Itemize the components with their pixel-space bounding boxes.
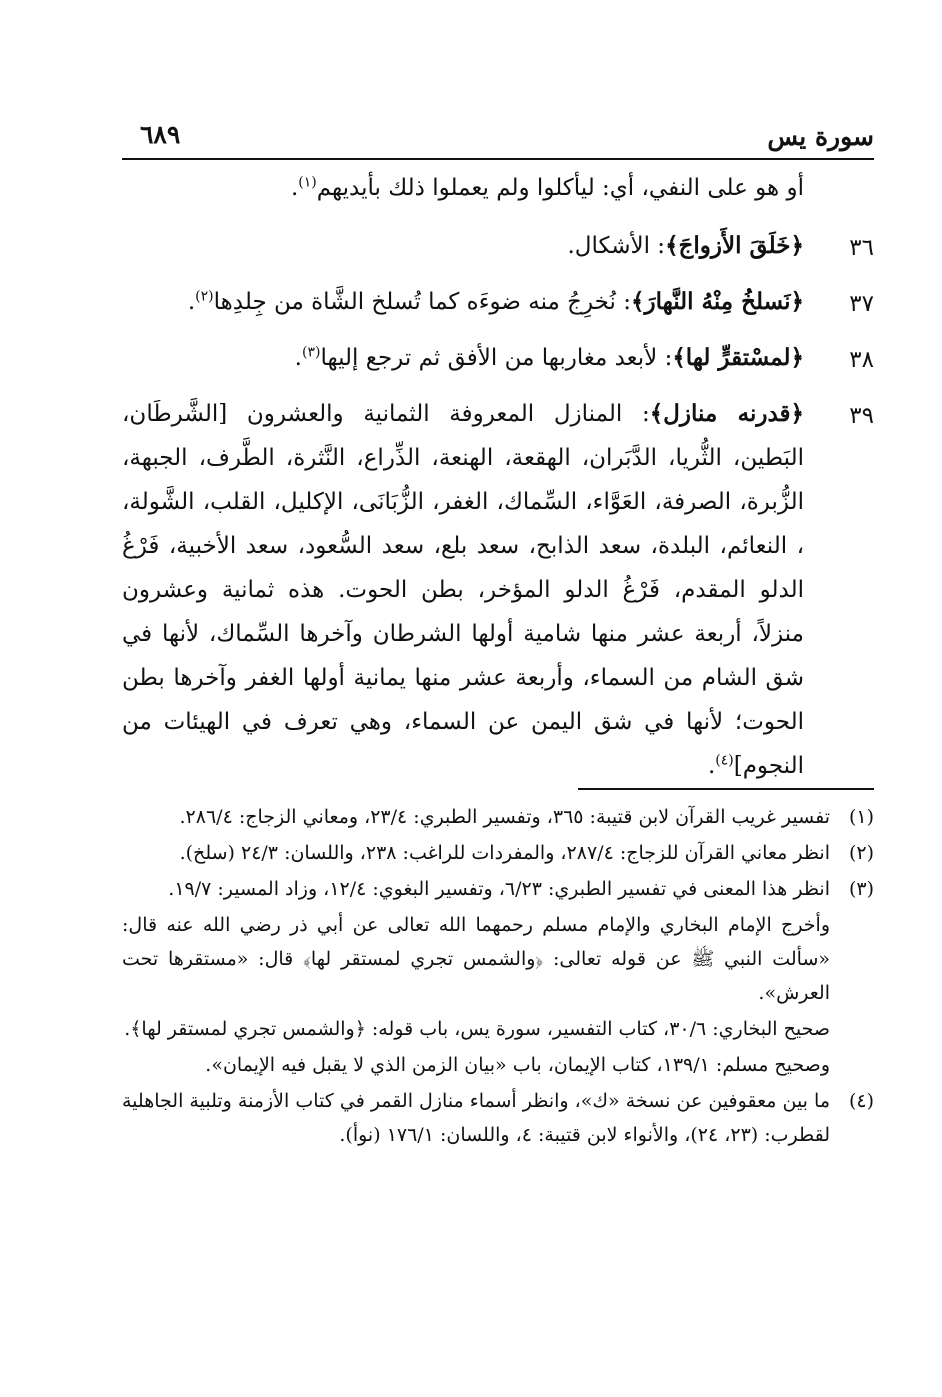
verse-number: ٣٧ [849,291,874,317]
surah-title: سورة يس [767,122,874,151]
header-divider [122,158,874,160]
footnote-divider [578,788,874,790]
footnote-ref: (١) [298,174,317,191]
intro-text: أو هو على النفي، أي: ليأكلوا ولم يعملوا ذلك بأيديهم [316,175,804,201]
main-text [122,166,874,798]
footnote [122,836,874,870]
footnote-continuation: صحيح البخاري: ٣٠/٦، كتاب التفسير، سورة يس، باب قوله: ﴿والشمس تجري لمستقر لها﴾. [124,1018,830,1040]
footnote-number: (٤) [848,1090,874,1112]
verse-gloss: ﴿نَسلخُ مِنْهُ النَّهارَ﴾: نُخرِجُ منه ضوءَه كما تُسلخ الشَّاة من جِلدِها$^{(٢)}$. [187,288,804,315]
footnote-text: ما بين معقوفين عن نسخة «ك»، وانظر أسماء منازل القمر في كتاب الأزمنة وتلبية الجاهلية لقطرب: (٢٣، ٢٤)، والأنواء لابن قتيبة: ٤، واللسان: ١٧٦/١ (نوأ). [122,1090,830,1146]
footnote-number: (٢) [848,842,874,864]
verse-gloss: ﴿قدرنه منازل﴾: المنازل المعروفة الثمانية والعشرون [الشَّرطَان، البَطين، الثُّريا، الدَّبَران، الهقعة، الهنعة، الذِّراع، النَّثرة، الطَّرف، الجبهة، الزُّبرة، الصرفة، العَوَّاء، السِّماك، الغفر، الزُّبَانَى، الإكليل، القلب، الشَّولة، ، النعائم، البلدة، سعد الذابح، سعد بلع، سعد السُّعود، سعد الأخبية، فَرْغُ الدلو المقدم، فَرْغُ الدلو المؤخر، بطن الحوت. هذه ثمانية وعشرون منزلاً، أربعة عشر منها شامية أولها الشرطان وآخرها السِّماك، لأنها في شق الشام من السماء، وأربعة عشر منها يمانية أولها الغفر وآخرها بطن الحوت؛ لأنها في شق اليمن عن السماء، وهي تعرف في الهيئات من النجوم]$^{(٤)}$. [122,400,804,779]
footnote-continuation: وصحيح مسلم: ١٣٩/١، كتاب الإيمان، باب «بيان الزمن الذي لا يقبل فيه الإيمان». [205,1054,830,1076]
gloss-text: : الأشكال. [567,233,666,259]
footnote-text: انظر هذا المعنى في تفسير الطبري: ٦/٢٣، وتفسير البغوي: ١٢/٤، وزاد المسير: ١٩/٧. [168,878,830,900]
footnote-text: انظر معاني القرآن للزجاج: ٢٨٧/٤، والمفردات للراغب: ٢٣٨، واللسان: ٢٤/٣ (سلخ). [179,842,830,864]
footnote-ref: (٢) [195,288,214,305]
verse-lemma: ﴿لمسْتقرٍّ لها﴾ [672,344,804,371]
footnote-number: (٣) [848,878,874,900]
verse-lemma: ﴿خَلَقَ الأَزواجَ﴾ [665,232,804,259]
verse-entry-39 [122,392,874,788]
verse-lemma: ﴿نَسلخُ مِنْهُ النَّهارَ﴾ [631,288,804,315]
verse-gloss: ﴿لمسْتقرٍّ لها﴾: لأبعد مغاربها من الأفق ثم ترجع إليها$^{(٣)}$. [294,344,804,371]
footnotes [122,800,874,1154]
footnote-ref: (٣) [301,344,321,361]
footnote-text: تفسير غريب القرآن لابن قتيبة: ٣٦٥، وتفسير الطبري: ٢٣/٤، ومعاني الزجاج: ٢٨٦/٤. [179,806,830,828]
verse-number: ٣٨ [849,347,874,373]
footnote [122,872,874,906]
verse-number: ٣٩ [849,403,874,429]
footnote-continuation: وأخرج الإمام البخاري والإمام مسلم رحمهما الله تعالى عن أبي ذر رضي الله عنه قال: «سألت النبي ﷺ عن قوله تعالى: ﴿والشمس تجري لمستقر لها﴾ قال: «مستقرها تحت العرش». [122,914,830,1004]
gloss-text: : المنازل المعروفة الثمانية والعشرون [الشَّرطَان، البَطين، الثُّريا، الدَّبَران، الهقعة، الهنعة، الذِّراع، النَّثرة، الطَّرف، الجبهة، الزُّبرة، الصرفة، العَوَّاء، السِّماك، الغفر، الزُّبَانَى، الإكليل، القلب، الشَّولة، ، النعائم، البلدة، سعد الذابح، سعد بلع، سعد السُّعود، سعد الأخبية، فَرْغُ الدلو المقدم، فَرْغُ الدلو المؤخر، بطن الحوت. هذه ثمانية وعشرون منزلاً، أربعة عشر منها شامية أولها الشرطان وآخرها السِّماك، لأنها في شق الشام من السماء، وأربعة عشر منها يمانية أولها الغفر وآخرها بطن الحوت؛ لأنها في شق اليمن عن السماء، وهي تعرف في الهيئات من النجوم] [122,401,804,779]
gloss-text: : نُخرِجُ منه ضوءَه كما تُسلخ الشَّاة من جِلدِها [213,289,631,315]
verse-gloss [122,224,804,270]
footnote [122,800,874,834]
page-number: ٦٨٩ [140,120,181,149]
intro-line [122,166,874,210]
footnote-number: (١) [848,806,874,828]
verse-entry-38 [122,336,874,382]
footnote-ref: (٤) [715,752,734,769]
verse-entry-37 [122,280,874,326]
page-header [122,108,874,156]
footnote [122,1084,874,1152]
verse-entry-36 [122,224,874,270]
intro-end: . [290,175,299,201]
verse-number: ٣٦ [849,235,874,261]
gloss-text: : لأبعد مغاربها من الأفق ثم ترجع إليها [320,345,673,371]
verse-lemma: ﴿قدرنه منازل﴾ [649,400,804,427]
